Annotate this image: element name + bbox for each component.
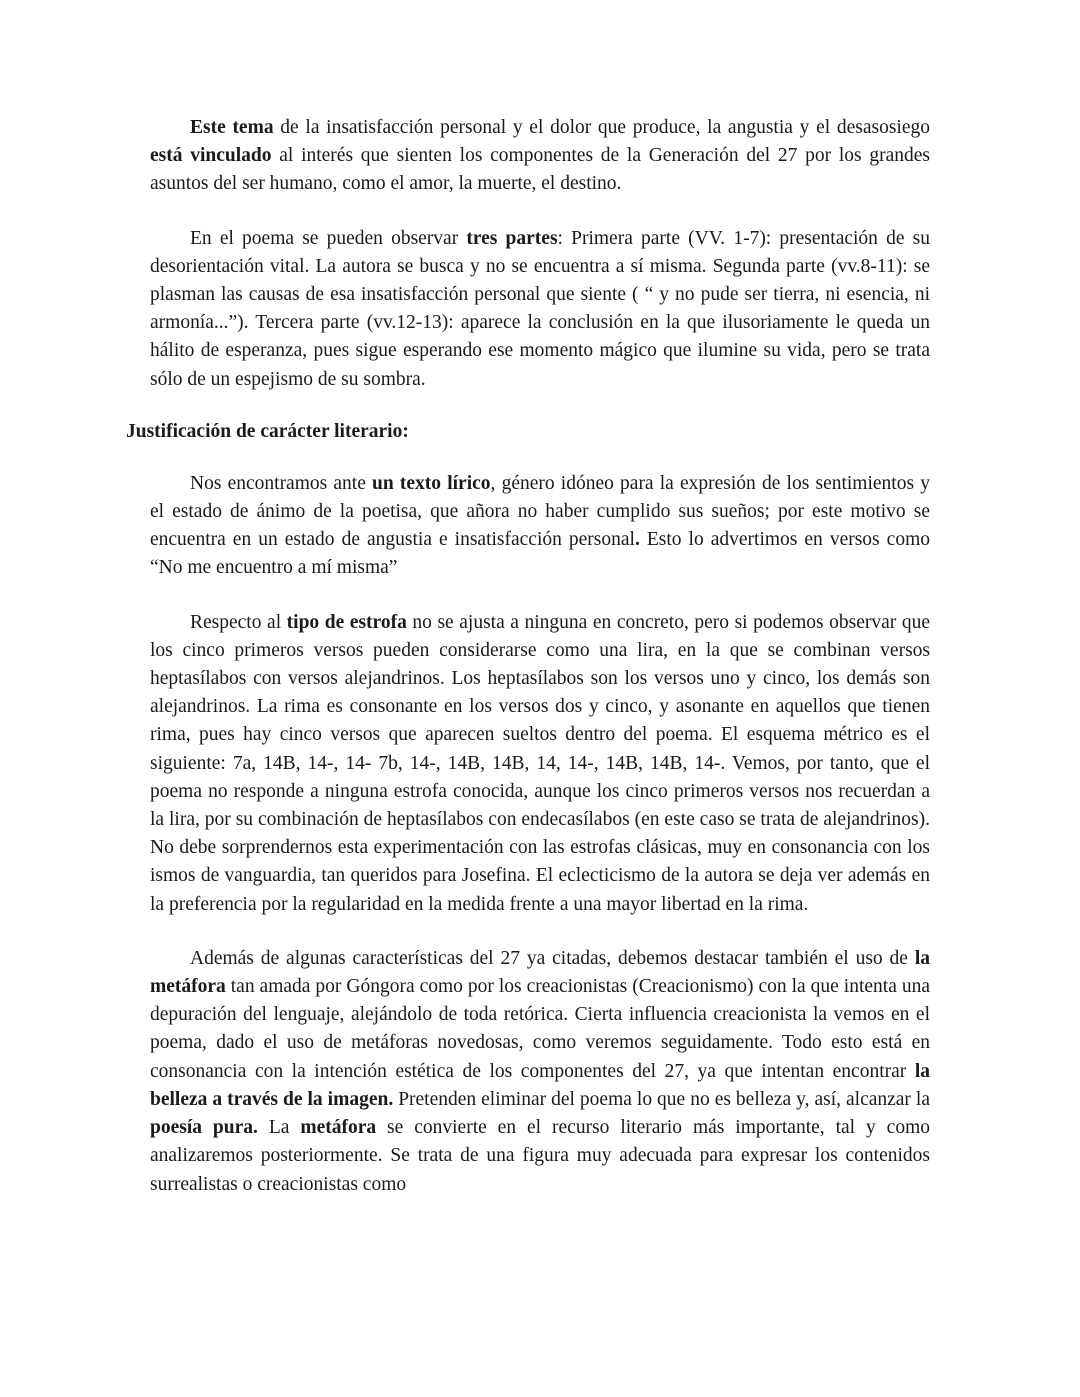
bold-tipo-de-estrofa: tipo de estrofa: [286, 611, 407, 633]
bold-tres-partes: tres partes: [466, 227, 558, 249]
bold-este-tema: Este tema: [190, 117, 274, 138]
paragraph-estrofa: Respecto al tipo de estrofa no se ajusta a ninguna en concreto, pero si podemos observar que los cinco primeros versos pueden considerarse como una lira, en la que se combinan versos heptasílabos con versos alejandrinos. Los heptasílabos son los versos uno y cinco, los demás son alejandrinos. La rima es consonante en los versos dos y cinco, y asonante en aquellos que tienen rima, pues hay cinco versos que aparecen sueltos dentro del poema. El esquema métrico es el siguiente: 7a, 14B, 14-, 14- 7b, 14-, 14B, 14B, 14, 14-, 14B, 14B, 14-. Vemos, por tanto, que el poema no responde a ninguna estrofa conocida, aunque los cinco primeros versos nos recuerdan a la lira, por su combinación de heptasílabos con endecasílabos (en este caso se trata de alejandrinos). No debe sorprendernos esta experimentación con las estrofas clásicas, muy en consonancia con los ismos de vanguardia, tan queridos para Josefina. El eclecticismo de la autora se deja ver además en la preferencia por la regularidad en la medida frente a una mayor libertad en la rima.: [150, 611, 930, 915]
bold-la-metafora: la metáfora: [150, 947, 930, 998]
bold-un-texto-lirico: un texto lírico: [372, 472, 491, 494]
bold-esta-vinculado: está vinculado: [150, 145, 272, 167]
paragraph-partes: En el poema se pueden observar tres partes: Primera parte (VV. 1-7): presentación de su desorientación vital. La autora se busca y no se encuentra a sí misma. Segunda parte (vv.8-11): se plasman las causas de esa insatisfacción personal que siente ( “ y no pude ser tierra, ni esencia, ni armonía...”). Tercera parte (vv.12-13): aparece la conclusión en la que ilusoriamente le queda un hálito de esperanza, pues sigue esperando ese momento mágico que ilumine su vida, pero se trata sólo de un espejismo de su sombra.: [150, 227, 930, 390]
section-heading: Justificación de carácter literario:: [126, 420, 409, 442]
document-page: [126, 114, 930, 1199]
paragraph-tema: Este tema de la insatisfacción personal y el dolor que produce, la angustia y el desasosiego está vinculado al interés que sienten los componentes de la Generación del 27 por los grandes asuntos del ser humano, como el amor, la muerte, el destino.: [150, 117, 930, 195]
bold-metafora: metáfora: [300, 1117, 377, 1139]
paragraph-metafora: Además de algunas características del 27 ya citadas, debemos destacar también el uso de la metáfora tan amada por Góngora como por los creacionistas (Creacionismo) con la que intenta una depuración del lenguaje, alejándolo de toda retórica. Cierta influencia creacionista la vemos en el poema, dado el uso de metáforas novedosas, como veremos seguidamente. Todo esto está en consonancia con la intención estética de los componentes del 27, ya que intentan encontrar la belleza a través de la imagen. Pretenden eliminar del poema lo que no es belleza y, así, alcanzar la poesía pura. La metáfora se convierte en el recurso literario más importante, tal y como analizaremos posteriormente. Se trata de una figura muy adecuada para expresar los contenidos surrealistas o creacionistas como: [150, 947, 930, 1195]
bold-belleza-imagen: la belleza a través de la imagen.: [150, 1060, 930, 1110]
paragraph-texto-lirico: Nos encontramos ante un texto lírico, género idóneo para la expresión de los sentimientos y el estado de ánimo de la poetisa, que añora no haber cumplido sus sueños; por este motivo se encuentra en un estado de angustia e insatisfacción personal. Esto lo advertimos en versos como “No me encuentro a mí misma”: [150, 472, 930, 579]
bold-poesia-pura: poesía pura.: [150, 1117, 258, 1139]
